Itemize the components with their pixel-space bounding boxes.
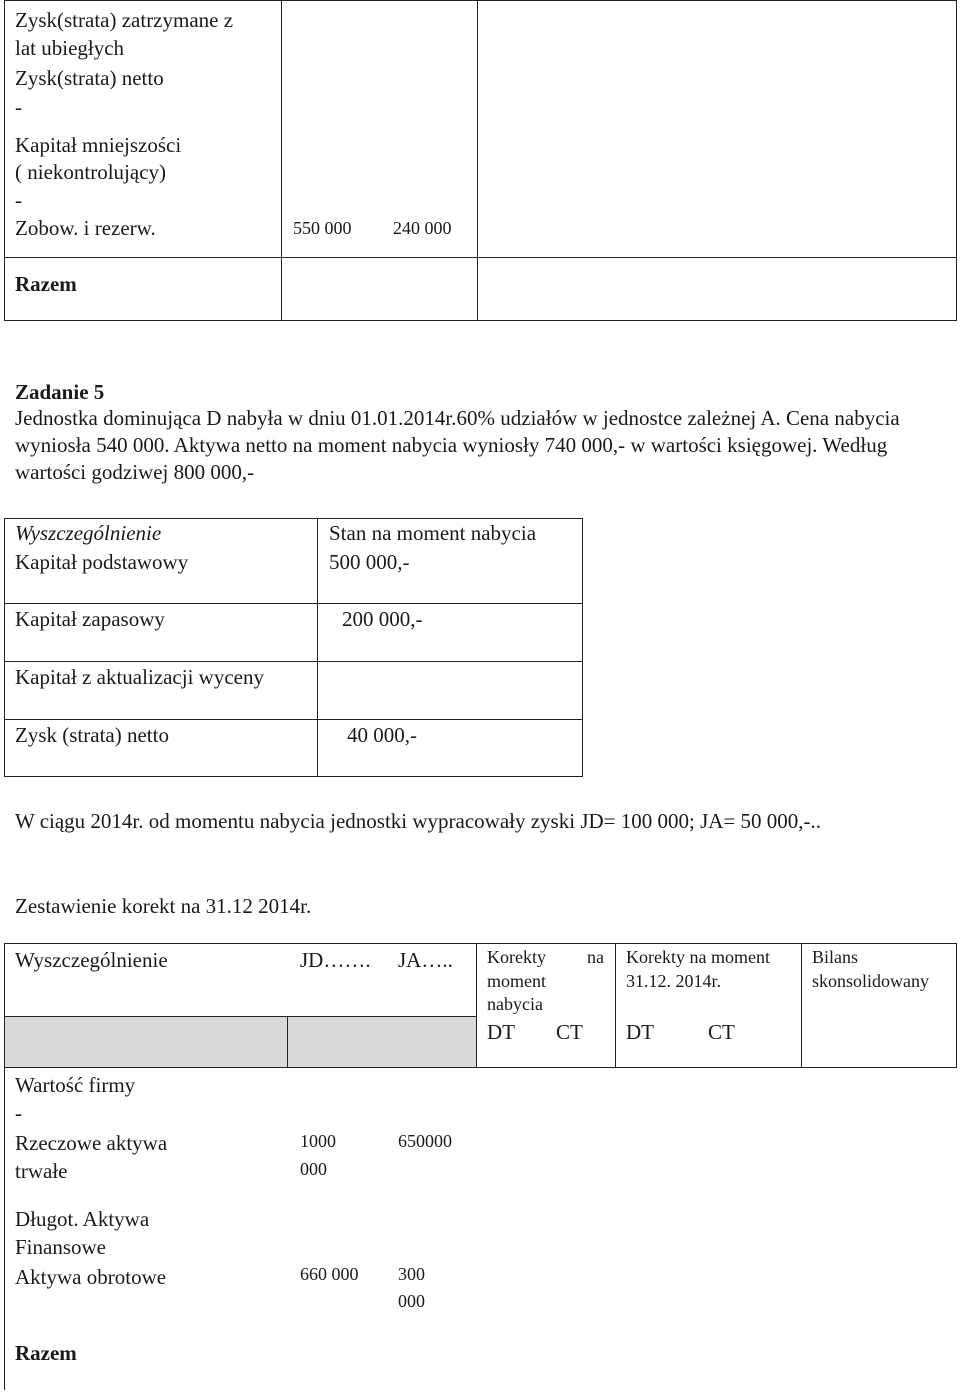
table2-row-label: Kapitał zapasowy xyxy=(15,607,165,631)
table2-row-value: 200 000,- xyxy=(342,607,423,631)
top-row-label: Zysk(strata) netto xyxy=(15,66,164,90)
table2-header-col1: Wyszczególnienie xyxy=(15,521,162,545)
top-row-label-cont: lat ubiegłych xyxy=(15,36,125,60)
table2-row-label: Zysk (strata) netto xyxy=(15,723,169,747)
task-text xyxy=(15,405,950,486)
table3-row-label-cont: Finansowe xyxy=(15,1235,106,1259)
table3-total-label: Razem xyxy=(15,1341,77,1365)
table3-row-jd: 660 000 xyxy=(300,1264,359,1284)
table3-header-adj-acq: Korekty na xyxy=(487,947,604,967)
table3-header-bilans-line2: skonsolidowany xyxy=(812,971,929,991)
table3-header-ct: CT xyxy=(556,1020,583,1044)
top-row-dash: - xyxy=(15,95,22,119)
top-row-value: 240 000 xyxy=(393,218,452,238)
table3-row-label: Rzeczowe aktywa xyxy=(15,1131,168,1155)
table3-header-ct: CT xyxy=(708,1020,735,1044)
table3-header-dt: DT xyxy=(626,1020,654,1044)
table3-row-ja: 300 xyxy=(398,1264,425,1284)
table3-header-bilans: Bilans xyxy=(812,947,859,967)
table2-row-label: Kapitał podstawowy xyxy=(15,550,189,574)
table3-row-ja: 650000 xyxy=(398,1131,452,1151)
table3-header-ja: JA….. xyxy=(398,948,453,972)
table2-row-value: 40 000,- xyxy=(347,723,417,747)
table3-header-adj-acq-line2: moment xyxy=(487,971,546,991)
table3-header-adj-date-line2: 31.12. 2014r. xyxy=(626,971,722,991)
profit-note xyxy=(15,808,950,835)
table3-row-label: Długot. Aktywa xyxy=(15,1207,150,1231)
table3-row-label: Aktywa obrotowe xyxy=(15,1265,167,1289)
table3-row-label: Wartość firmy xyxy=(15,1073,136,1097)
table3-header-item: Wyszczególnienie xyxy=(15,948,168,972)
top-row-label: Zobow. i rezerw. xyxy=(15,216,156,240)
table2-row-value: 500 000,- xyxy=(329,550,410,574)
top-row-value: 550 000 xyxy=(293,218,352,238)
table2-row-label: Kapitał z aktualizacji wyceny xyxy=(15,665,264,689)
top-row-label-cont: ( niekontrolujący) xyxy=(15,160,167,184)
table3-header-adj-date: Korekty na moment xyxy=(626,947,770,967)
table3-header-adj-acq-line3: nabycia xyxy=(487,994,543,1014)
table3-header-dt: DT xyxy=(487,1020,515,1044)
table2-header-col2: Stan na moment nabycia xyxy=(329,521,537,545)
table3-row-dash: - xyxy=(15,1101,22,1125)
top-row-dash: - xyxy=(15,188,22,212)
profit-note-text: W ciągu 2014r. od momentu nabycia jednostki wypracowały zyski JD= 100 000; JA= 50 000,-.. xyxy=(15,809,822,833)
top-row-label: Zysk(strata) zatrzymane z xyxy=(15,8,234,32)
summary-title: Zestawienie korekt na 31.12 2014r. xyxy=(15,894,312,918)
table3-row-label-cont: trwałe xyxy=(15,1159,68,1183)
top-row-label: Kapitał mniejszości xyxy=(15,133,182,157)
table3-row-jd: 1000 xyxy=(300,1131,336,1151)
top-row-total-label: Razem xyxy=(15,272,77,296)
table3-row-jd-cont: 000 xyxy=(300,1159,327,1179)
task-text-content: Jednostka dominująca D nabyła w dniu 01.01.2014r.60% udziałów w jednostce zależnej A. Cena nabycia wyniosła 540 000. Aktywa netto na moment nabycia wyniosły 740 000,- w wartości księgowej. Według wartości godziwej 800 000,- xyxy=(15,406,900,484)
table3-header-jd: JD……. xyxy=(300,948,371,972)
task-heading: Zadanie 5 xyxy=(15,380,105,404)
table3-row-ja-cont: 000 xyxy=(398,1291,425,1311)
